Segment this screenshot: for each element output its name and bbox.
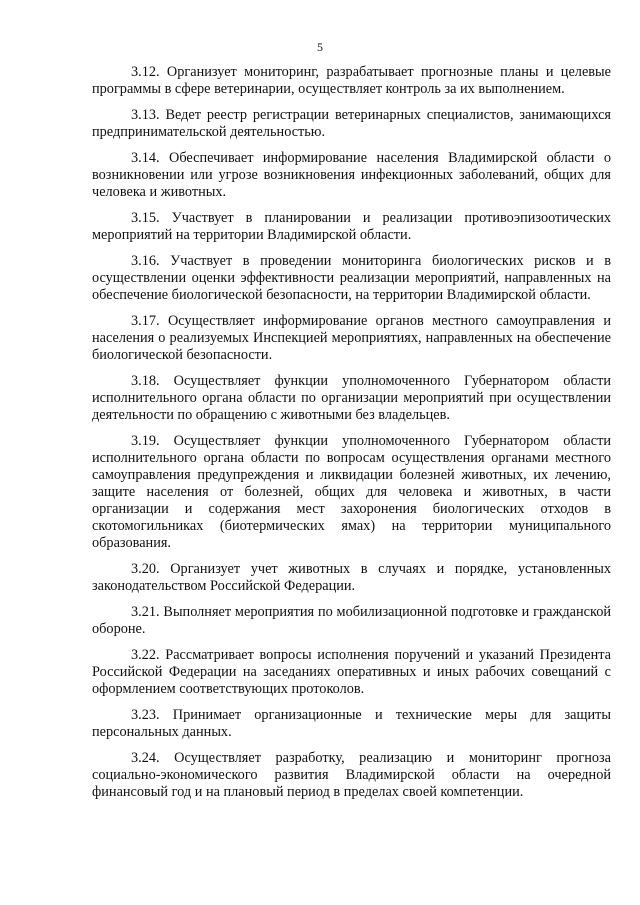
paragraph-3-19: 3.19. Осуществляет функции уполномоченного Губернатором области исполнительного органа области по вопросам осуществления органами местного самоуправления предупреждения и ликвидации болезней животных, их лечению, защите населения от болезней, общих для человека и животных, в части организации и содержания мест захоронения биологических отходов в скотомогильниках (биотермических ямах) на территории муниципального образования. <box>92 433 611 551</box>
page-number: 5 <box>317 40 323 54</box>
paragraph-3-24: 3.24. Осуществляет разработку, реализацию и мониторинг прогноза социально-экономического развития Владимирской области на очередной финансовый год и на плановый период в пределах своей компетенции. <box>92 750 611 800</box>
paragraph-3-23: 3.23. Принимает организационные и технические меры для защиты персональных данных. <box>92 707 611 740</box>
paragraph-3-17: 3.17. Осуществляет информирование органов местного самоуправления и населения о реализуемых Инспекцией мероприятиях, направленных на обеспечение биологической безопасности. <box>92 313 611 363</box>
paragraph-3-22: 3.22. Рассматривает вопросы исполнения поручений и указаний Президента Российской Федерации на заседаниях оперативных и иных рабочих совещаний с оформлением соответствующих протоколов. <box>92 647 611 697</box>
paragraph-3-13: 3.13. Ведет реестр регистрации ветеринарных специалистов, занимающихся предпринимательской деятельностью. <box>92 107 611 140</box>
document-body <box>92 64 611 810</box>
paragraph-3-12: 3.12. Организует мониторинг, разрабатывает прогнозные планы и целевые программы в сфере ветеринарии, осуществляет контроль за их выполнением. <box>92 64 611 97</box>
paragraph-3-21: 3.21. Выполняет мероприятия по мобилизационной подготовке и гражданской обороне. <box>92 604 611 637</box>
paragraph-3-14: 3.14. Обеспечивает информирование населения Владимирской области о возникновении или угрозе возникновения инфекционных заболеваний, общих для человека и животных. <box>92 150 611 200</box>
paragraph-3-15: 3.15. Участвует в планировании и реализации противоэпизоотических мероприятий на территории Владимирской области. <box>92 210 611 243</box>
paragraph-3-16: 3.16. Участвует в проведении мониторинга биологических рисков и в осуществлении оценки эффективности реализации мероприятий, направленных на обеспечение биологической безопасности, на территории Владимирской области. <box>92 253 611 303</box>
paragraph-3-20: 3.20. Организует учет животных в случаях и порядке, установленных законодательством Российской Федерации. <box>92 561 611 594</box>
paragraph-3-18: 3.18. Осуществляет функции уполномоченного Губернатором области исполнительного органа области по организации мероприятий при осуществлении деятельности по обращению с животными без владельцев. <box>92 373 611 423</box>
